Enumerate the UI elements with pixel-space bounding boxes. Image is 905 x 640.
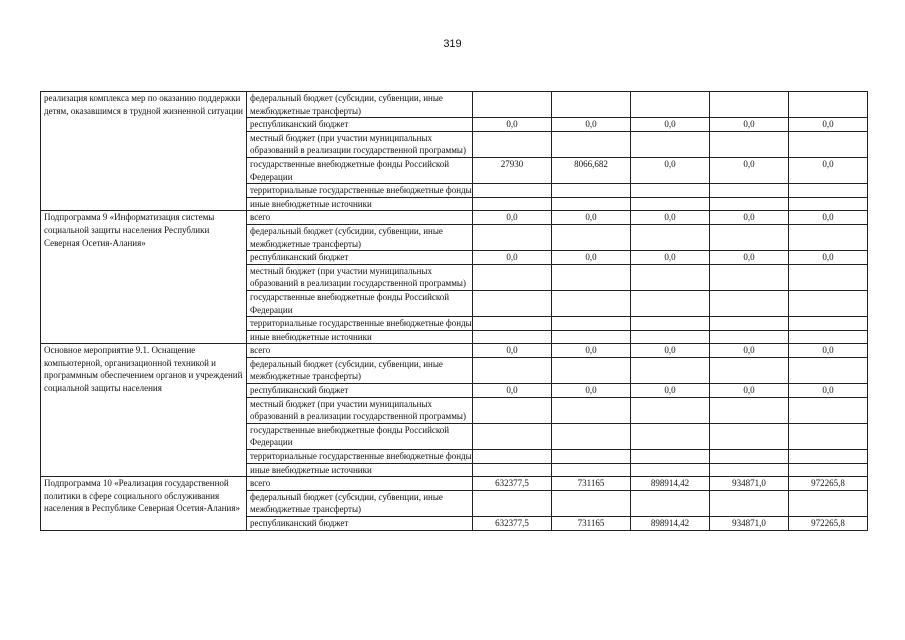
value-cell bbox=[789, 224, 868, 250]
value-cell bbox=[710, 423, 789, 449]
funding-source-cell: республиканский бюджет bbox=[247, 251, 473, 265]
value-cell: 0,0 bbox=[552, 384, 631, 398]
value-cell: 972265,8 bbox=[789, 517, 868, 531]
funding-source-cell: территориальные государственные внебюджетные фонды bbox=[247, 450, 473, 464]
value-cell bbox=[552, 197, 631, 211]
value-cell bbox=[552, 490, 631, 516]
funding-source-cell: всего bbox=[247, 344, 473, 358]
value-cell: 0,0 bbox=[552, 344, 631, 358]
value-cell: 0,0 bbox=[473, 211, 552, 225]
value-cell bbox=[631, 131, 710, 157]
table-row bbox=[41, 92, 868, 118]
value-cell bbox=[631, 490, 710, 516]
value-cell bbox=[789, 330, 868, 344]
value-cell: 0,0 bbox=[710, 251, 789, 265]
value-cell: 731165 bbox=[552, 477, 631, 491]
value-cell bbox=[473, 317, 552, 331]
value-cell bbox=[631, 224, 710, 250]
funding-source-cell: иные внебюджетные источники bbox=[247, 197, 473, 211]
funding-source-cell: иные внебюджетные источники bbox=[247, 330, 473, 344]
value-cell: 0,0 bbox=[631, 384, 710, 398]
value-cell: 898914,42 bbox=[631, 517, 710, 531]
value-cell: 8066,682 bbox=[552, 157, 631, 183]
value-cell bbox=[631, 264, 710, 290]
value-cell bbox=[473, 224, 552, 250]
value-cell bbox=[552, 131, 631, 157]
value-cell: 632377,5 bbox=[473, 477, 552, 491]
value-cell: 0,0 bbox=[631, 118, 710, 132]
funding-source-cell: государственные внебюджетные фонды Российской Федерации bbox=[247, 290, 473, 316]
value-cell bbox=[789, 450, 868, 464]
value-cell: 0,0 bbox=[710, 384, 789, 398]
value-cell bbox=[552, 184, 631, 198]
value-cell bbox=[631, 423, 710, 449]
value-cell bbox=[789, 290, 868, 316]
funding-source-cell: местный бюджет (при участии муниципальных образований в реализации государственной программы) bbox=[247, 264, 473, 290]
table-row bbox=[41, 477, 868, 491]
value-cell: 934871,0 bbox=[710, 517, 789, 531]
value-cell bbox=[710, 317, 789, 331]
program-name-cell: Подпрограмма 9 «Информатизация системы социальной защиты населения Республики Северная Осетия-Алания» bbox=[41, 211, 247, 344]
value-cell bbox=[631, 317, 710, 331]
value-cell: 898914,42 bbox=[631, 477, 710, 491]
funding-source-cell: всего bbox=[247, 477, 473, 491]
value-cell: 0,0 bbox=[710, 157, 789, 183]
value-cell bbox=[710, 131, 789, 157]
value-cell bbox=[552, 450, 631, 464]
value-cell bbox=[710, 264, 789, 290]
value-cell: 0,0 bbox=[710, 344, 789, 358]
table-row bbox=[41, 211, 868, 225]
value-cell bbox=[631, 290, 710, 316]
value-cell: 972265,8 bbox=[789, 477, 868, 491]
value-cell: 731165 bbox=[552, 517, 631, 531]
value-cell bbox=[789, 317, 868, 331]
value-cell bbox=[789, 197, 868, 211]
value-cell bbox=[631, 330, 710, 344]
value-cell bbox=[552, 397, 631, 423]
value-cell: 0,0 bbox=[710, 118, 789, 132]
value-cell bbox=[789, 184, 868, 198]
value-cell bbox=[789, 463, 868, 477]
funding-source-cell: федеральный бюджет (субсидии, субвенции, иные межбюджетные трансферты) bbox=[247, 357, 473, 383]
funding-source-cell: республиканский бюджет bbox=[247, 517, 473, 531]
value-cell bbox=[631, 450, 710, 464]
value-cell bbox=[789, 357, 868, 383]
table-row bbox=[41, 344, 868, 358]
budget-table bbox=[40, 91, 868, 531]
value-cell bbox=[710, 184, 789, 198]
value-cell: 0,0 bbox=[473, 384, 552, 398]
value-cell: 0,0 bbox=[789, 344, 868, 358]
value-cell bbox=[552, 357, 631, 383]
funding-source-cell: государственные внебюджетные фонды Российской Федерации bbox=[247, 157, 473, 183]
value-cell bbox=[710, 224, 789, 250]
value-cell bbox=[710, 490, 789, 516]
value-cell bbox=[710, 290, 789, 316]
value-cell bbox=[552, 317, 631, 331]
value-cell bbox=[710, 330, 789, 344]
value-cell bbox=[710, 463, 789, 477]
value-cell bbox=[710, 450, 789, 464]
funding-source-cell: федеральный бюджет (субсидии, субвенции, иные межбюджетные трансферты) bbox=[247, 490, 473, 516]
value-cell bbox=[631, 92, 710, 118]
value-cell bbox=[473, 463, 552, 477]
value-cell: 0,0 bbox=[789, 251, 868, 265]
value-cell bbox=[552, 290, 631, 316]
value-cell: 27930 bbox=[473, 157, 552, 183]
value-cell bbox=[631, 197, 710, 211]
value-cell bbox=[473, 397, 552, 423]
program-name-cell: Подпрограмма 10 «Реализация государственной политики в сфере социального обслуживания населения в Республике Северная Осетия-Алания» bbox=[41, 477, 247, 530]
value-cell bbox=[710, 397, 789, 423]
funding-source-cell: местный бюджет (при участии муниципальных образований в реализации государственной программы) bbox=[247, 131, 473, 157]
value-cell bbox=[473, 357, 552, 383]
value-cell: 0,0 bbox=[631, 251, 710, 265]
value-cell bbox=[789, 423, 868, 449]
value-cell bbox=[631, 184, 710, 198]
value-cell: 0,0 bbox=[631, 344, 710, 358]
page-number: 319 bbox=[443, 38, 462, 50]
value-cell bbox=[789, 490, 868, 516]
funding-source-cell: территориальные государственные внебюджетные фонды bbox=[247, 317, 473, 331]
funding-source-cell: республиканский бюджет bbox=[247, 118, 473, 132]
value-cell: 0,0 bbox=[789, 384, 868, 398]
value-cell: 0,0 bbox=[631, 157, 710, 183]
value-cell bbox=[473, 423, 552, 449]
value-cell bbox=[473, 131, 552, 157]
funding-source-cell: федеральный бюджет (субсидии, субвенции, иные межбюджетные трансферты) bbox=[247, 92, 473, 118]
value-cell bbox=[552, 463, 631, 477]
value-cell: 0,0 bbox=[631, 211, 710, 225]
value-cell bbox=[631, 463, 710, 477]
value-cell bbox=[473, 184, 552, 198]
value-cell: 0,0 bbox=[552, 251, 631, 265]
value-cell bbox=[473, 197, 552, 211]
value-cell bbox=[789, 397, 868, 423]
value-cell: 0,0 bbox=[789, 157, 868, 183]
program-name-cell: Основное мероприятие 9.1. Оснащение компьютерной, организационной техникой и программным обеспечением органов и учреждений социальной защиты населения bbox=[41, 344, 247, 477]
value-cell bbox=[473, 450, 552, 464]
value-cell bbox=[473, 290, 552, 316]
value-cell bbox=[552, 224, 631, 250]
value-cell: 0,0 bbox=[710, 211, 789, 225]
value-cell bbox=[631, 357, 710, 383]
value-cell: 0,0 bbox=[473, 118, 552, 132]
value-cell bbox=[552, 92, 631, 118]
value-cell: 934871,0 bbox=[710, 477, 789, 491]
funding-source-cell: территориальные государственные внебюджетные фонды bbox=[247, 184, 473, 198]
value-cell bbox=[552, 330, 631, 344]
funding-source-cell: всего bbox=[247, 211, 473, 225]
value-cell bbox=[789, 131, 868, 157]
funding-source-cell: республиканский бюджет bbox=[247, 384, 473, 398]
funding-source-cell: местный бюджет (при участии муниципальных образований в реализации государственной программы) bbox=[247, 397, 473, 423]
value-cell: 0,0 bbox=[473, 251, 552, 265]
value-cell: 0,0 bbox=[552, 211, 631, 225]
value-cell: 0,0 bbox=[473, 344, 552, 358]
funding-source-cell: федеральный бюджет (субсидии, субвенции, иные межбюджетные трансферты) bbox=[247, 224, 473, 250]
value-cell bbox=[710, 357, 789, 383]
value-cell bbox=[710, 92, 789, 118]
value-cell bbox=[710, 197, 789, 211]
funding-source-cell: государственные внебюджетные фонды Российской Федерации bbox=[247, 423, 473, 449]
value-cell bbox=[473, 490, 552, 516]
value-cell bbox=[473, 264, 552, 290]
funding-source-cell: иные внебюджетные источники bbox=[247, 463, 473, 477]
value-cell: 632377,5 bbox=[473, 517, 552, 531]
value-cell bbox=[631, 397, 710, 423]
value-cell bbox=[789, 264, 868, 290]
value-cell bbox=[473, 92, 552, 118]
value-cell bbox=[473, 330, 552, 344]
value-cell: 0,0 bbox=[789, 118, 868, 132]
value-cell: 0,0 bbox=[789, 211, 868, 225]
value-cell bbox=[552, 264, 631, 290]
value-cell bbox=[552, 423, 631, 449]
program-name-cell: реализация комплекса мер по оказанию поддержки детям, оказавшимся в трудной жизненной ситуации bbox=[41, 92, 247, 211]
value-cell: 0,0 bbox=[552, 118, 631, 132]
value-cell bbox=[789, 92, 868, 118]
